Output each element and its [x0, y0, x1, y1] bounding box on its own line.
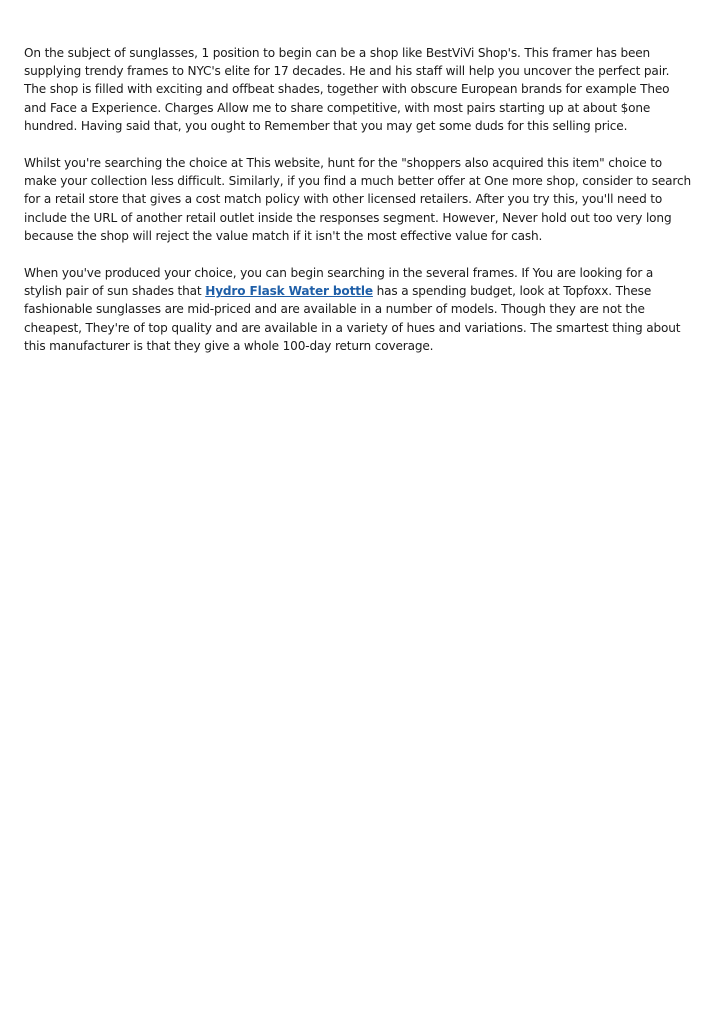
hydro-flask-link[interactable]: Hydro Flask Water bottle — [205, 284, 373, 299]
paragraph-text-after-link: has a spending budget, look at Topfoxx. These fashionable sunglasses are mid-priced and are available in a number of models. Though they are not the cheapest, They're of top quality and are available in a variety of hues and variations. The smartest thing about this manufacturer is that they give a whole 100-day return coverage. — [24, 284, 681, 353]
paragraph-sunglasses-shop: On the subject of sunglasses, 1 position to begin can be a shop like BestViVi Shop's. This framer has been supplying trendy frames to NYC's elite for 17 decades. He and his staff will help you uncover the perfect pair. The shop is filled with exciting and offbeat shades, together with obscure European brands for example Theo and Face a Experience. Charges Allow me to share competitive, with most pairs starting up at about $one hundred. Having said that, you ought to Remember that you may get some duds for this selling price. — [24, 46, 670, 133]
paragraph-choosing-frames — [24, 264, 694, 355]
paragraph-price-match: Whilst you're searching the choice at This website, hunt for the "shoppers also acquired this item" choice to make your collection less difficult. Similarly, if you find a much better offer at One more shop, consider to search for a retail store that gives a cost match policy with other licensed retailers. After you try this, you'll need to include the URL of another retail outlet inside the responses segment. However, Never hold out too very long because the shop will reject the value match if it isn't the most effective value for cash. — [24, 156, 691, 243]
document-body — [24, 44, 694, 374]
paragraph-text-before-link: When you've produced your choice, you can begin searching in the several frames. If You are looking for a stylish pair of sun shades that — [24, 266, 654, 299]
